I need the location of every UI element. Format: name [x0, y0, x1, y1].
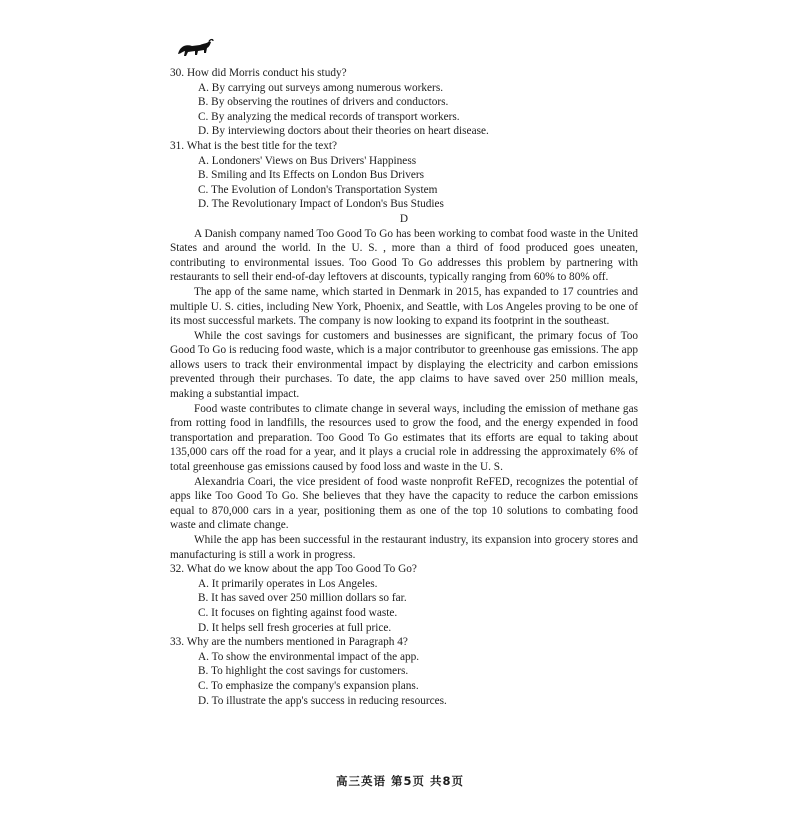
section-label: D	[399, 212, 409, 225]
question-stem: 33. Why are the numbers mentioned in Paragraph 4?	[170, 636, 408, 649]
passage-paragraph: While the app has been successful in the restaurant industry, its expansion into grocery stores and manufacturing is still a work in progress.	[170, 534, 638, 561]
answer-option: C. The Evolution of London's Transportation System	[198, 183, 438, 196]
answer-option: B. By observing the routines of drivers and conductors.	[198, 96, 449, 109]
answer-option: B. Smiling and Its Effects on London Bus Drivers	[198, 169, 425, 182]
answer-option: D. It helps sell fresh groceries at full price.	[198, 621, 392, 634]
answer-option: C. It focuses on fighting against food waste.	[198, 606, 398, 619]
question-stem: 31. What is the best title for the text?	[170, 139, 338, 152]
question-stem: 30. How did Morris conduct his study?	[170, 67, 347, 79]
page-footer: 高三英语 第5页 共8页	[335, 774, 464, 788]
answer-option: A. It primarily operates in Los Angeles.	[198, 577, 378, 590]
questions-top	[170, 66, 638, 212]
answer-option: D. By interviewing doctors about their theories on heart disease.	[198, 125, 489, 138]
passage-paragraph: While the cost savings for customers and businesses are significant, the primary focus of Too Good To Go is reducing food waste, which is a major contributor to greenhouse gas emissions. The app allows users to track their environmental impact by displaying the electricity and carbon emissions prevented through their purchases. To date, the app claims to have saved over 250 million meals, making a substantial impact.	[170, 329, 638, 401]
answer-option: C. By analyzing the medical records of transport workers.	[198, 110, 460, 123]
answer-option: A. Londoners' Views on Bus Drivers' Happiness	[198, 154, 417, 167]
answer-option: A. By carrying out surveys among numerous workers.	[198, 81, 444, 94]
answer-option: C. To emphasize the company's expansion plans.	[198, 679, 419, 692]
answer-option: D. To illustrate the app's success in reducing resources.	[198, 694, 447, 707]
answer-option: D. The Revolutionary Impact of London's Bus Studies	[198, 198, 444, 211]
passage-paragraph: Alexandria Coari, the vice president of food waste nonprofit ReFED, recognizes the potential of apps like Too Good To Go. She believes that they have the capacity to reduce the carbon emissions equal to 870,000 cars in a year, positioning them as one of the top 10 solutions to combating food waste and climate change.	[170, 475, 638, 532]
passage-paragraph: A Danish company named Too Good To Go has been working to combat food waste in the United States and around the world. In the U. S. , more than a third of food produced goes uneaten, contributing to environmental issues. Too Good To Go addresses this problem by partnering with restaurants to sell their end-of-day leftovers at discounts, typically ranging from 60% to 80% off.	[170, 227, 638, 284]
answer-option: A. To show the environmental impact of the app.	[198, 650, 420, 663]
answer-option: B. To highlight the cost savings for customers.	[198, 665, 409, 678]
passage-paragraph: The app of the same name, which started in Denmark in 2015, has expanded to 17 countries and multiple U. S. cities, including New York, Phoenix, and Seattle, with Los Angeles proving to be one of its most successful markets. The company is now looking to expand its footprint in the southeast.	[170, 285, 638, 328]
passage-paragraph: Food waste contributes to climate change in several ways, including the emission of methane gas from rotting food in landfills, the resources used to grow the food, and the energy expended in food transportation and preparation. Too Good To Go estimates that its efforts are equal to taking about 135,000 cars off the road for a year, and it plays a crucial role in addressing the approximately 6% of total greenhouse gas emissions caused by food loss and waste in the U. S.	[170, 402, 638, 474]
questions-bottom	[170, 562, 638, 708]
answer-option: B. It has saved over 250 million dollars so far.	[198, 592, 407, 605]
question-stem: 32. What do we know about the app Too Good To Go?	[170, 563, 417, 576]
reading-passage	[170, 227, 638, 563]
bull-icon	[176, 38, 214, 60]
exam-content	[170, 66, 638, 708]
